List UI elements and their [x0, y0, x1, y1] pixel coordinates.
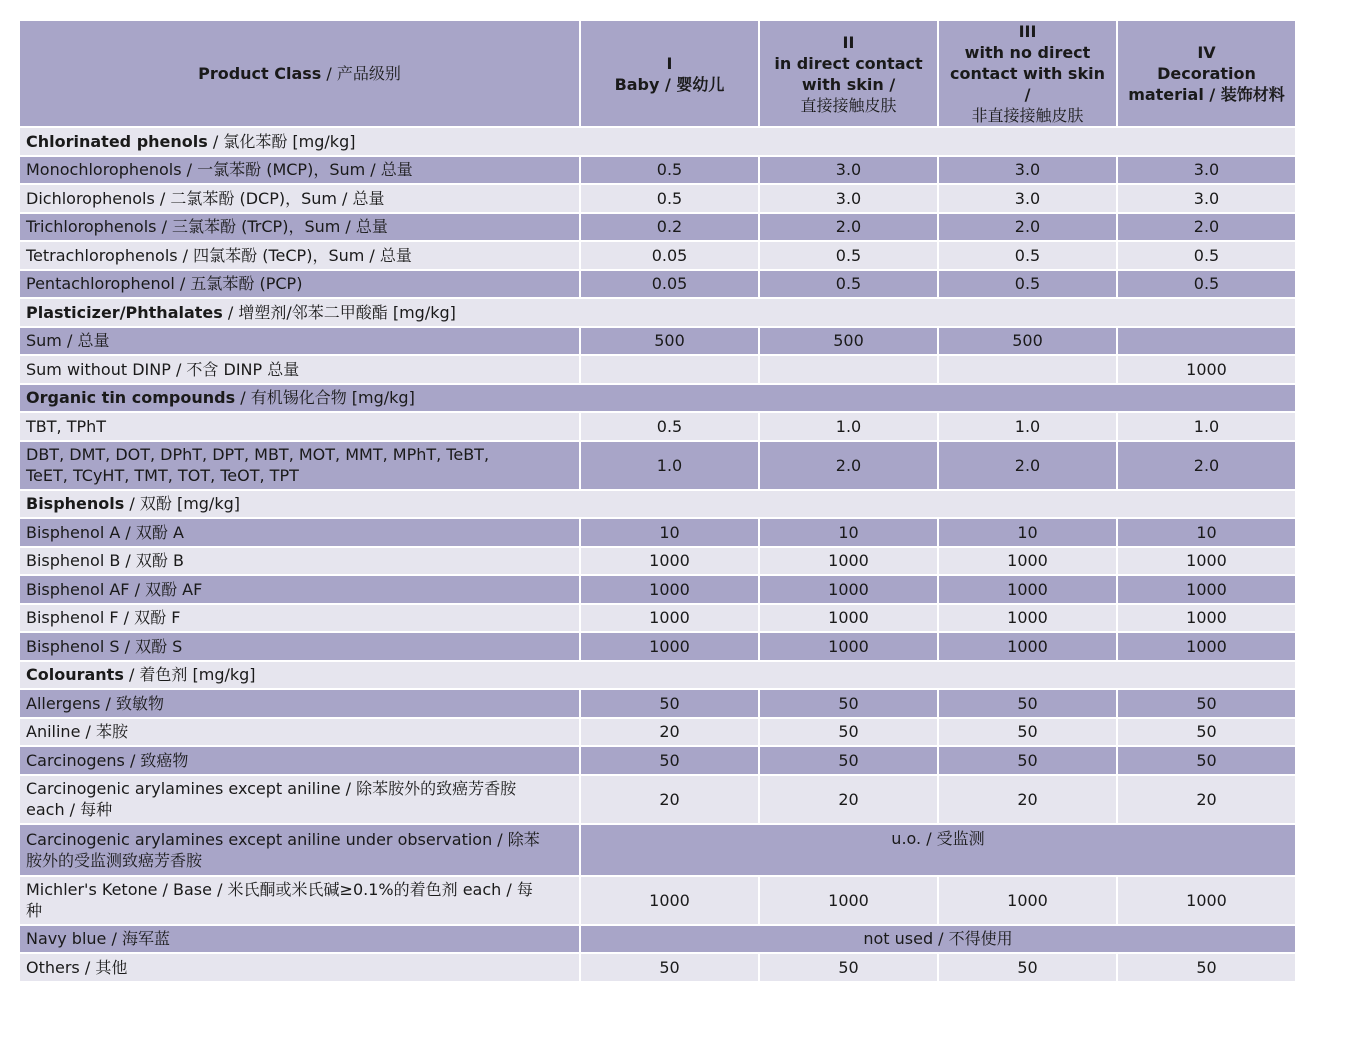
- table-row: Others / 其他 50 50 50 50: [19, 953, 1296, 982]
- table-row: Bisphenol A / 双酚 A 10 10 10 10: [19, 518, 1296, 547]
- table-row: Carcinogens / 致癌物 50 50 50 50: [19, 746, 1296, 775]
- table-row: DBT, DMT, DOT, DPhT, DPT, MBT, MOT, MMT, MPhT, TeBT, TeET, TCyHT, TMT, TOT, TeOT, TPT 1.0 2.0 2.0 2.0: [19, 441, 1296, 490]
- table-row: Tetrachlorophenols / 四氯苯酚 (TeCP)，Sum / 总量 0.05 0.5 0.5 0.5: [19, 241, 1296, 270]
- header-class-3: III with no direct contact with skin / 非直接接触皮肤: [938, 20, 1117, 127]
- section-plasticizer-phthalates: Plasticizer/Phthalates / 增塑剂/邻苯二甲酸酯 [mg/kg]: [19, 298, 1296, 327]
- table-row: Bisphenol AF / 双酚 AF 1000 1000 1000 1000: [19, 575, 1296, 604]
- section-chlorinated-phenols: Chlorinated phenols / 氯化苯酚 [mg/kg]: [19, 127, 1296, 156]
- table-row: Bisphenol S / 双酚 S 1000 1000 1000 1000: [19, 632, 1296, 661]
- limits-table: [18, 19, 1297, 983]
- table-row: Dichlorophenols / 二氯苯酚 (DCP)，Sum / 总量 0.5 3.0 3.0 3.0: [19, 184, 1296, 213]
- table-row: Bisphenol F / 双酚 F 1000 1000 1000 1000: [19, 604, 1296, 633]
- table-row: Navy blue / 海军蓝 not used / 不得使用: [19, 925, 1296, 954]
- table-row: Michler's Ketone / Base / 米氏酮或米氏碱≥0.1%的着色剂 each / 每 种 1000 1000 1000 1000: [19, 876, 1296, 925]
- section-bisphenols: Bisphenols / 双酚 [mg/kg]: [19, 490, 1296, 519]
- table-row: Trichlorophenols / 三氯苯酚 (TrCP)，Sum / 总量 0.2 2.0 2.0 2.0: [19, 213, 1296, 242]
- header-class-4: IV Decoration material / 装饰材料: [1117, 20, 1296, 127]
- header-class-1: I Baby / 婴幼儿: [580, 20, 759, 127]
- header-class-2: II in direct contact with skin / 直接接触皮肤: [759, 20, 938, 127]
- section-colourants: Colourants / 着色剂 [mg/kg]: [19, 661, 1296, 690]
- header-row: [19, 20, 1296, 127]
- header-product-class: Product Class / 产品级别: [19, 20, 580, 127]
- table-row: TBT, TPhT 0.5 1.0 1.0 1.0: [19, 412, 1296, 441]
- table-row: Sum / 总量 500 500 500: [19, 327, 1296, 356]
- table-row: Aniline / 苯胺 20 50 50 50: [19, 718, 1296, 747]
- section-organic-tin: Organic tin compounds / 有机锡化合物 [mg/kg]: [19, 384, 1296, 413]
- table-row: Carcinogenic arylamines except aniline under observation / 除苯 胺外的受监测致癌芳香胺 u.o. / 受监测: [19, 824, 1296, 876]
- table-row: Carcinogenic arylamines except aniline / 除苯胺外的致癌芳香胺 each / 每种 20 20 20 20: [19, 775, 1296, 824]
- table-row: Sum without DINP / 不含 DINP 总量 1000: [19, 355, 1296, 384]
- table-row: Allergens / 致敏物 50 50 50 50: [19, 689, 1296, 718]
- table-row: Bisphenol B / 双酚 B 1000 1000 1000 1000: [19, 547, 1296, 576]
- table-row: Pentachlorophenol / 五氯苯酚 (PCP) 0.05 0.5 0.5 0.5: [19, 270, 1296, 299]
- table-row: Monochlorophenols / 一氯苯酚 (MCP)，Sum / 总量 0.5 3.0 3.0 3.0: [19, 156, 1296, 185]
